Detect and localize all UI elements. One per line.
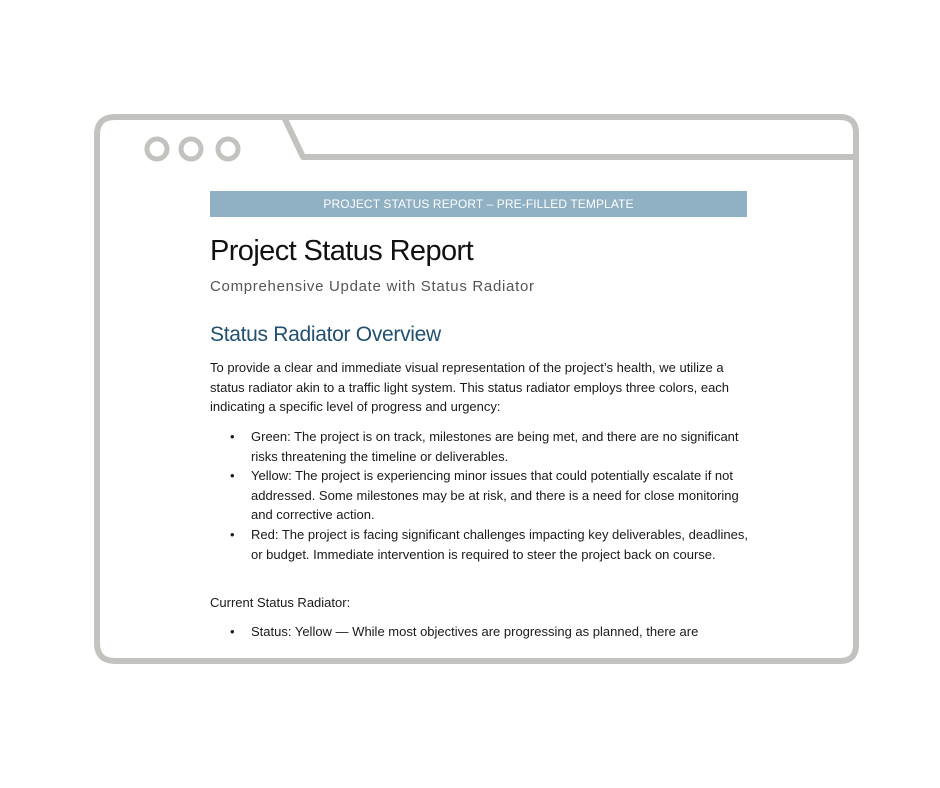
list-item-green: • Green: The project is on track, milestones are being met, and there are no significant risks threatening the timeline or deliverables. [210, 427, 758, 466]
section-heading: Status Radiator Overview [210, 323, 441, 346]
template-banner: PROJECT STATUS REPORT – PRE-FILLED TEMPLATE [210, 191, 747, 217]
window-dot-2 [181, 139, 201, 159]
list-item-red: • Red: The project is facing significant challenges impacting key deliverables, deadlines, or budget. Immediate intervention is required to steer the project back on course. [210, 525, 758, 564]
window-dot-3 [218, 139, 238, 159]
status-levels-list [210, 427, 758, 564]
document-viewport [104, 163, 850, 654]
list-item-current-status: • Status: Yellow — While most objectives are progressing as planned, there are [210, 622, 758, 642]
list-item-yellow: • Yellow: The project is experiencing minor issues that could potentially escalate if not addressed. Some milestones may be at risk, and there is a need for close monitoring and corrective action. [210, 466, 758, 525]
current-status-list [210, 622, 758, 642]
page-title: Project Status Report [210, 235, 474, 267]
intro-paragraph: To provide a clear and immediate visual representation of the project’s health, we utilize a status radiator akin to a traffic light system. This status radiator employs three colors, each indicating a specific level of progress and urgency: [210, 360, 730, 415]
page-subtitle: Comprehensive Update with Status Radiator [210, 278, 535, 295]
current-status-label: Current Status Radiator: [210, 595, 351, 610]
window-dot-1 [147, 139, 167, 159]
